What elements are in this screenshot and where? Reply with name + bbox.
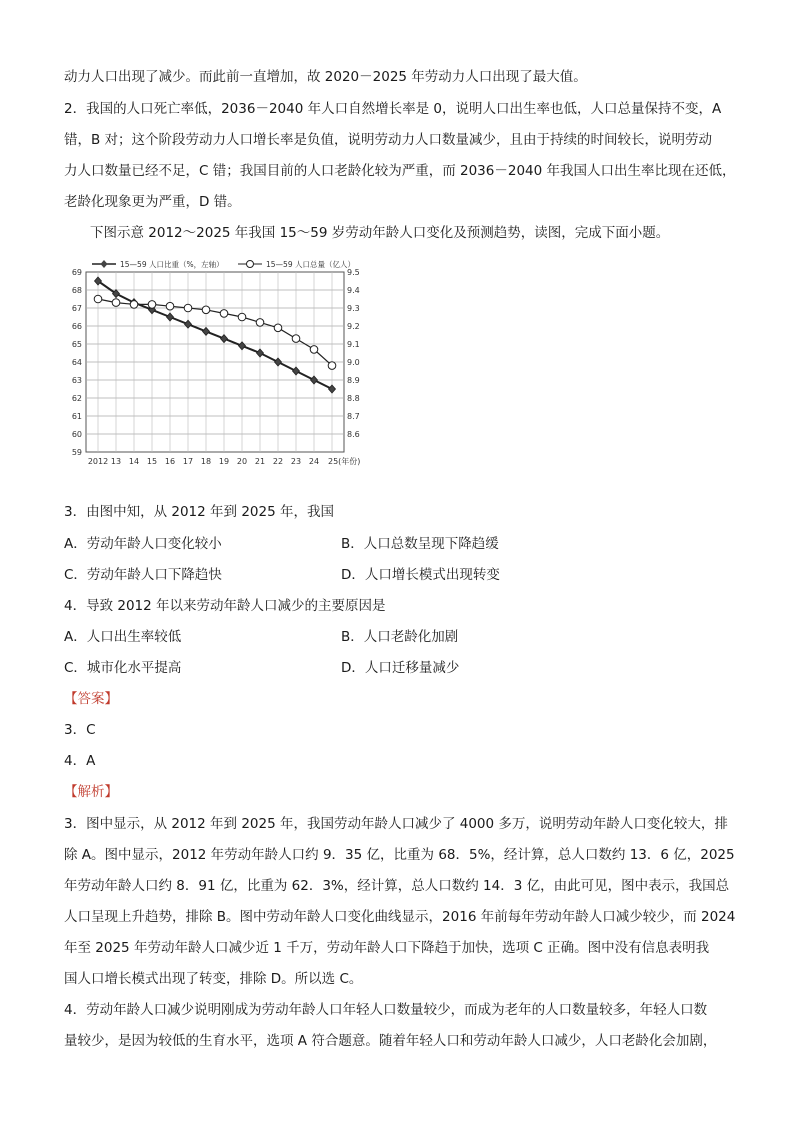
data-point-diamond xyxy=(185,320,192,328)
data-point-circle xyxy=(274,324,282,332)
y-right-tick-label: 8.6 xyxy=(347,430,360,439)
data-point-diamond xyxy=(203,327,210,335)
data-point-diamond xyxy=(275,358,282,366)
analysis-line: 人口呈现上升趋势，排除 B。图中劳动年龄人口变化曲线显示，2016 年前每年劳动年龄人口减少较少，而 2024 xyxy=(64,909,736,925)
data-point-circle xyxy=(148,301,156,309)
y-right-tick-label: 9.4 xyxy=(347,286,360,295)
text-line: 老龄化现象更为严重，D 错。 xyxy=(64,194,241,210)
y-right-tick-label: 9.1 xyxy=(347,340,360,349)
data-point-diamond xyxy=(257,349,264,357)
x-tick-label: 17 xyxy=(182,457,194,466)
y-left-tick-label: 65 xyxy=(71,340,82,349)
data-point-diamond xyxy=(293,367,300,375)
y-right-tick-label: 8.8 xyxy=(347,394,360,403)
y-right-tick-label: 8.7 xyxy=(347,412,360,421)
legend-marker-diamond xyxy=(101,260,108,268)
y-left-tick-label: 62 xyxy=(71,394,82,403)
question-intro: 下图示意 2012～2025 年我国 15～59 岁劳动年龄人口变化及预测趋势，读图，完成下面小题。 xyxy=(90,225,670,241)
x-tick-label: 22 xyxy=(272,457,284,466)
x-tick-label: 14 xyxy=(128,457,140,466)
analysis-line: 除 A。图中显示，2012 年劳动年龄人口约 9．35 亿，比重为 68．5%，经计算，总人口数约 13．6 亿，2025 xyxy=(64,847,735,863)
analysis-heading: 【解析】 xyxy=(64,784,118,800)
question-4-option-a: A．人口出生率较低 xyxy=(64,629,182,645)
legend-marker-circle xyxy=(247,261,254,268)
x-tick-label: 16 xyxy=(164,457,176,466)
y-right-tick-label: 9.0 xyxy=(347,358,360,367)
text-line: 动力人口出现了减少。而此前一直增加，故 2020－2025 年劳动力人口出现了最大值。 xyxy=(64,69,587,85)
data-point-diamond xyxy=(167,313,174,321)
analysis-line: 量较少，是因为较低的生育水平，选项 A 符合题意。随着年轻人口和劳动年龄人口减少，人口老龄化会加剧， xyxy=(64,1033,717,1049)
x-tick-label: 2012 xyxy=(87,457,109,466)
y-right-tick-label: 9.2 xyxy=(347,322,360,331)
analysis-line: 4．劳动年龄人口减少说明刚成为劳动年龄人口年轻人口数量较少，而成为老年的人口数量较多，年轻人口数 xyxy=(64,1002,708,1018)
question-3-stem: 3．由图中知，从 2012 年到 2025 年，我国 xyxy=(64,504,334,520)
x-tick-label: 21 xyxy=(254,457,266,466)
x-tick-label: 24 xyxy=(308,457,320,466)
question-3-option-a: A．劳动年龄人口变化较小 xyxy=(64,536,222,552)
analysis-line: 3．图中显示，从 2012 年到 2025 年，我国劳动年龄人口减少了 4000 多万，说明劳动年龄人口变化较大，排 xyxy=(64,816,728,832)
y-right-tick-label: 9.3 xyxy=(347,304,360,313)
answer-heading: 【答案】 xyxy=(64,691,118,707)
question-4-option-b: B．人口老龄化加剧 xyxy=(341,629,459,645)
x-tick-label: 15 xyxy=(146,457,158,466)
analysis-line: 国人口增长模式出现了转变，排除 D。所以选 C。 xyxy=(64,971,363,987)
x-tick-label: 13 xyxy=(110,457,122,466)
data-point-diamond xyxy=(311,376,318,384)
series-line-2 xyxy=(98,299,332,366)
x-tick-label: 19 xyxy=(218,457,230,466)
data-point-circle xyxy=(202,306,210,314)
y-left-tick-label: 60 xyxy=(71,430,82,439)
text-line: 2．我国的人口死亡率低，2036－2040 年人口自然增长率是 0，说明人口出生率也低，人口总量保持不变，A xyxy=(64,101,722,117)
x-tick-label: 23 xyxy=(290,457,302,466)
question-4-option-d: D．人口迁移量减少 xyxy=(341,660,460,676)
y-left-tick-label: 69 xyxy=(71,268,82,277)
analysis-line: 年至 2025 年劳动年龄人口减少近 1 千万，劳动年龄人口下降趋于加快，选项 C 正确。图中没有信息表明我 xyxy=(64,940,710,956)
answer-3: 3．C xyxy=(64,722,96,738)
y-right-tick-label: 9.5 xyxy=(347,268,360,277)
data-point-circle xyxy=(184,304,192,312)
data-point-circle xyxy=(292,335,300,343)
population-chart xyxy=(60,252,370,492)
answer-4: 4．A xyxy=(64,753,96,769)
y-left-tick-label: 68 xyxy=(71,286,82,295)
data-point-circle xyxy=(94,295,102,303)
analysis-line: 年劳动年龄人口约 8．91 亿，比重为 62．3%，经计算，总人口数约 14．3 亿，由此可见，图中表示，我国总 xyxy=(64,878,730,894)
data-point-circle xyxy=(310,346,318,354)
question-4-stem: 4．导致 2012 年以来劳动年龄人口减少的主要原因是 xyxy=(64,598,386,614)
data-point-circle xyxy=(256,319,264,327)
y-left-tick-label: 63 xyxy=(71,376,82,385)
question-3-option-b: B．人口总数呈现下降趋缓 xyxy=(341,536,499,552)
x-tick-label: 20 xyxy=(236,457,248,466)
data-point-diamond xyxy=(221,335,228,343)
question-4-option-c: C．城市化水平提高 xyxy=(64,660,182,676)
question-3-option-d: D．人口增长模式出现转变 xyxy=(341,567,500,583)
question-3-option-c: C．劳动年龄人口下降趋快 xyxy=(64,567,222,583)
legend-label-2: 15—59 人口总量（亿人） xyxy=(266,260,355,269)
data-point-diamond xyxy=(329,385,336,393)
y-left-tick-label: 59 xyxy=(71,448,82,457)
data-point-diamond xyxy=(239,342,246,350)
y-left-tick-label: 61 xyxy=(71,412,82,421)
x-tick-label: 18 xyxy=(200,457,212,466)
y-left-tick-label: 66 xyxy=(71,322,82,331)
legend-label-1: 15—59 人口比重（%，左轴） xyxy=(120,260,224,269)
text-line: 错，B 对；这个阶段劳动力人口增长率是负值，说明劳动力人口数量减少，且由于持续的时间较长，说明劳动 xyxy=(64,132,713,148)
data-point-circle xyxy=(220,310,228,318)
data-point-circle xyxy=(130,301,138,309)
data-point-circle xyxy=(238,313,246,321)
y-left-tick-label: 64 xyxy=(71,358,82,367)
y-right-tick-label: 8.9 xyxy=(347,376,360,385)
y-left-tick-label: 67 xyxy=(71,304,82,313)
x-tick-label: 25(年份) xyxy=(328,457,361,466)
text-line: 力人口数量已经不足，C 错；我国目前的人口老龄化较为严重，而 2036－2040 年我国人口出生率比现在还低， xyxy=(64,163,736,179)
data-point-circle xyxy=(166,302,174,310)
data-point-circle xyxy=(328,362,336,370)
data-point-circle xyxy=(112,299,120,307)
